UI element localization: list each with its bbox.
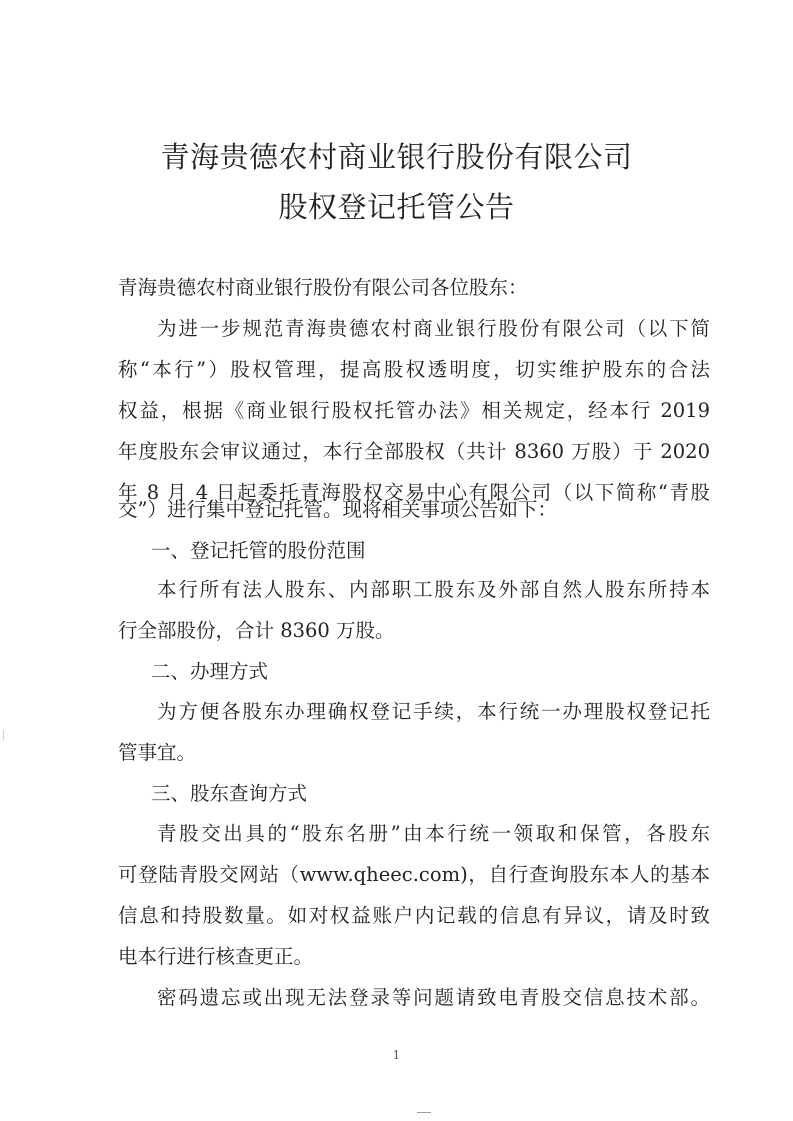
scan-artifact [3,730,4,740]
section-query-line: 电本行进行核查更正。 [118,945,314,968]
scan-artifact [417,1112,431,1113]
section-heading-scope: 一、登记托管的股份范围 [151,539,366,562]
section-method-line: 管事宜。 [118,741,197,764]
intro-line: 年 8 月 4 日起委托青海股权交易中心有限公司（以下简称“青股 [118,481,710,504]
intro-line: 权益，根据《商业银行股权托管办法》相关规定，经本行 2019 [118,399,710,422]
section-query-note: 密码遗忘或出现无法登录等问题请致电青股交信息技术部。 [157,986,710,1009]
salutation: 青海贵德农村商业银行股份有限公司各位股东： [118,276,528,299]
document-title-line-1: 青海贵德农村商业银行股份有限公司 [160,140,633,174]
section-scope-line: 行全部股份，合计 8360 万股。 [118,619,395,642]
section-query-line: 信息和持股数量。如对权益账户内记载的信息有异议，请及时致 [118,904,710,927]
page-number: 1 [392,1048,401,1062]
intro-line-last: 交”）进行集中登记托管。现将相关事项公告如下： [118,498,557,521]
section-query-line: 青股交出具的“股东名册”由本行统一领取和保管，各股东 [157,822,710,845]
section-heading-query: 三、股东查询方式 [151,782,308,805]
intro-line: 年度股东会审议通过，本行全部股权（共计 8360 万股）于 2020 [118,440,710,463]
section-query-line: 可登陆青股交网站（www.qheec.com)，自行查询股东本人的基本 [118,863,710,886]
section-method-line: 为方便各股东办理确权登记手续，本行统一办理股权登记托 [157,700,710,723]
intro-line: 称“本行”）股权管理，提高股权透明度，切实维护股东的合法 [118,358,710,381]
document-title-line-2: 股权登记托管公告 [278,190,515,224]
section-scope-line: 本行所有法人股东、内部职工股东及外部自然人股东所持本 [157,578,710,601]
section-heading-method: 二、办理方式 [151,660,269,683]
intro-line: 为进一步规范青海贵德农村商业银行股份有限公司（以下简 [157,317,710,340]
